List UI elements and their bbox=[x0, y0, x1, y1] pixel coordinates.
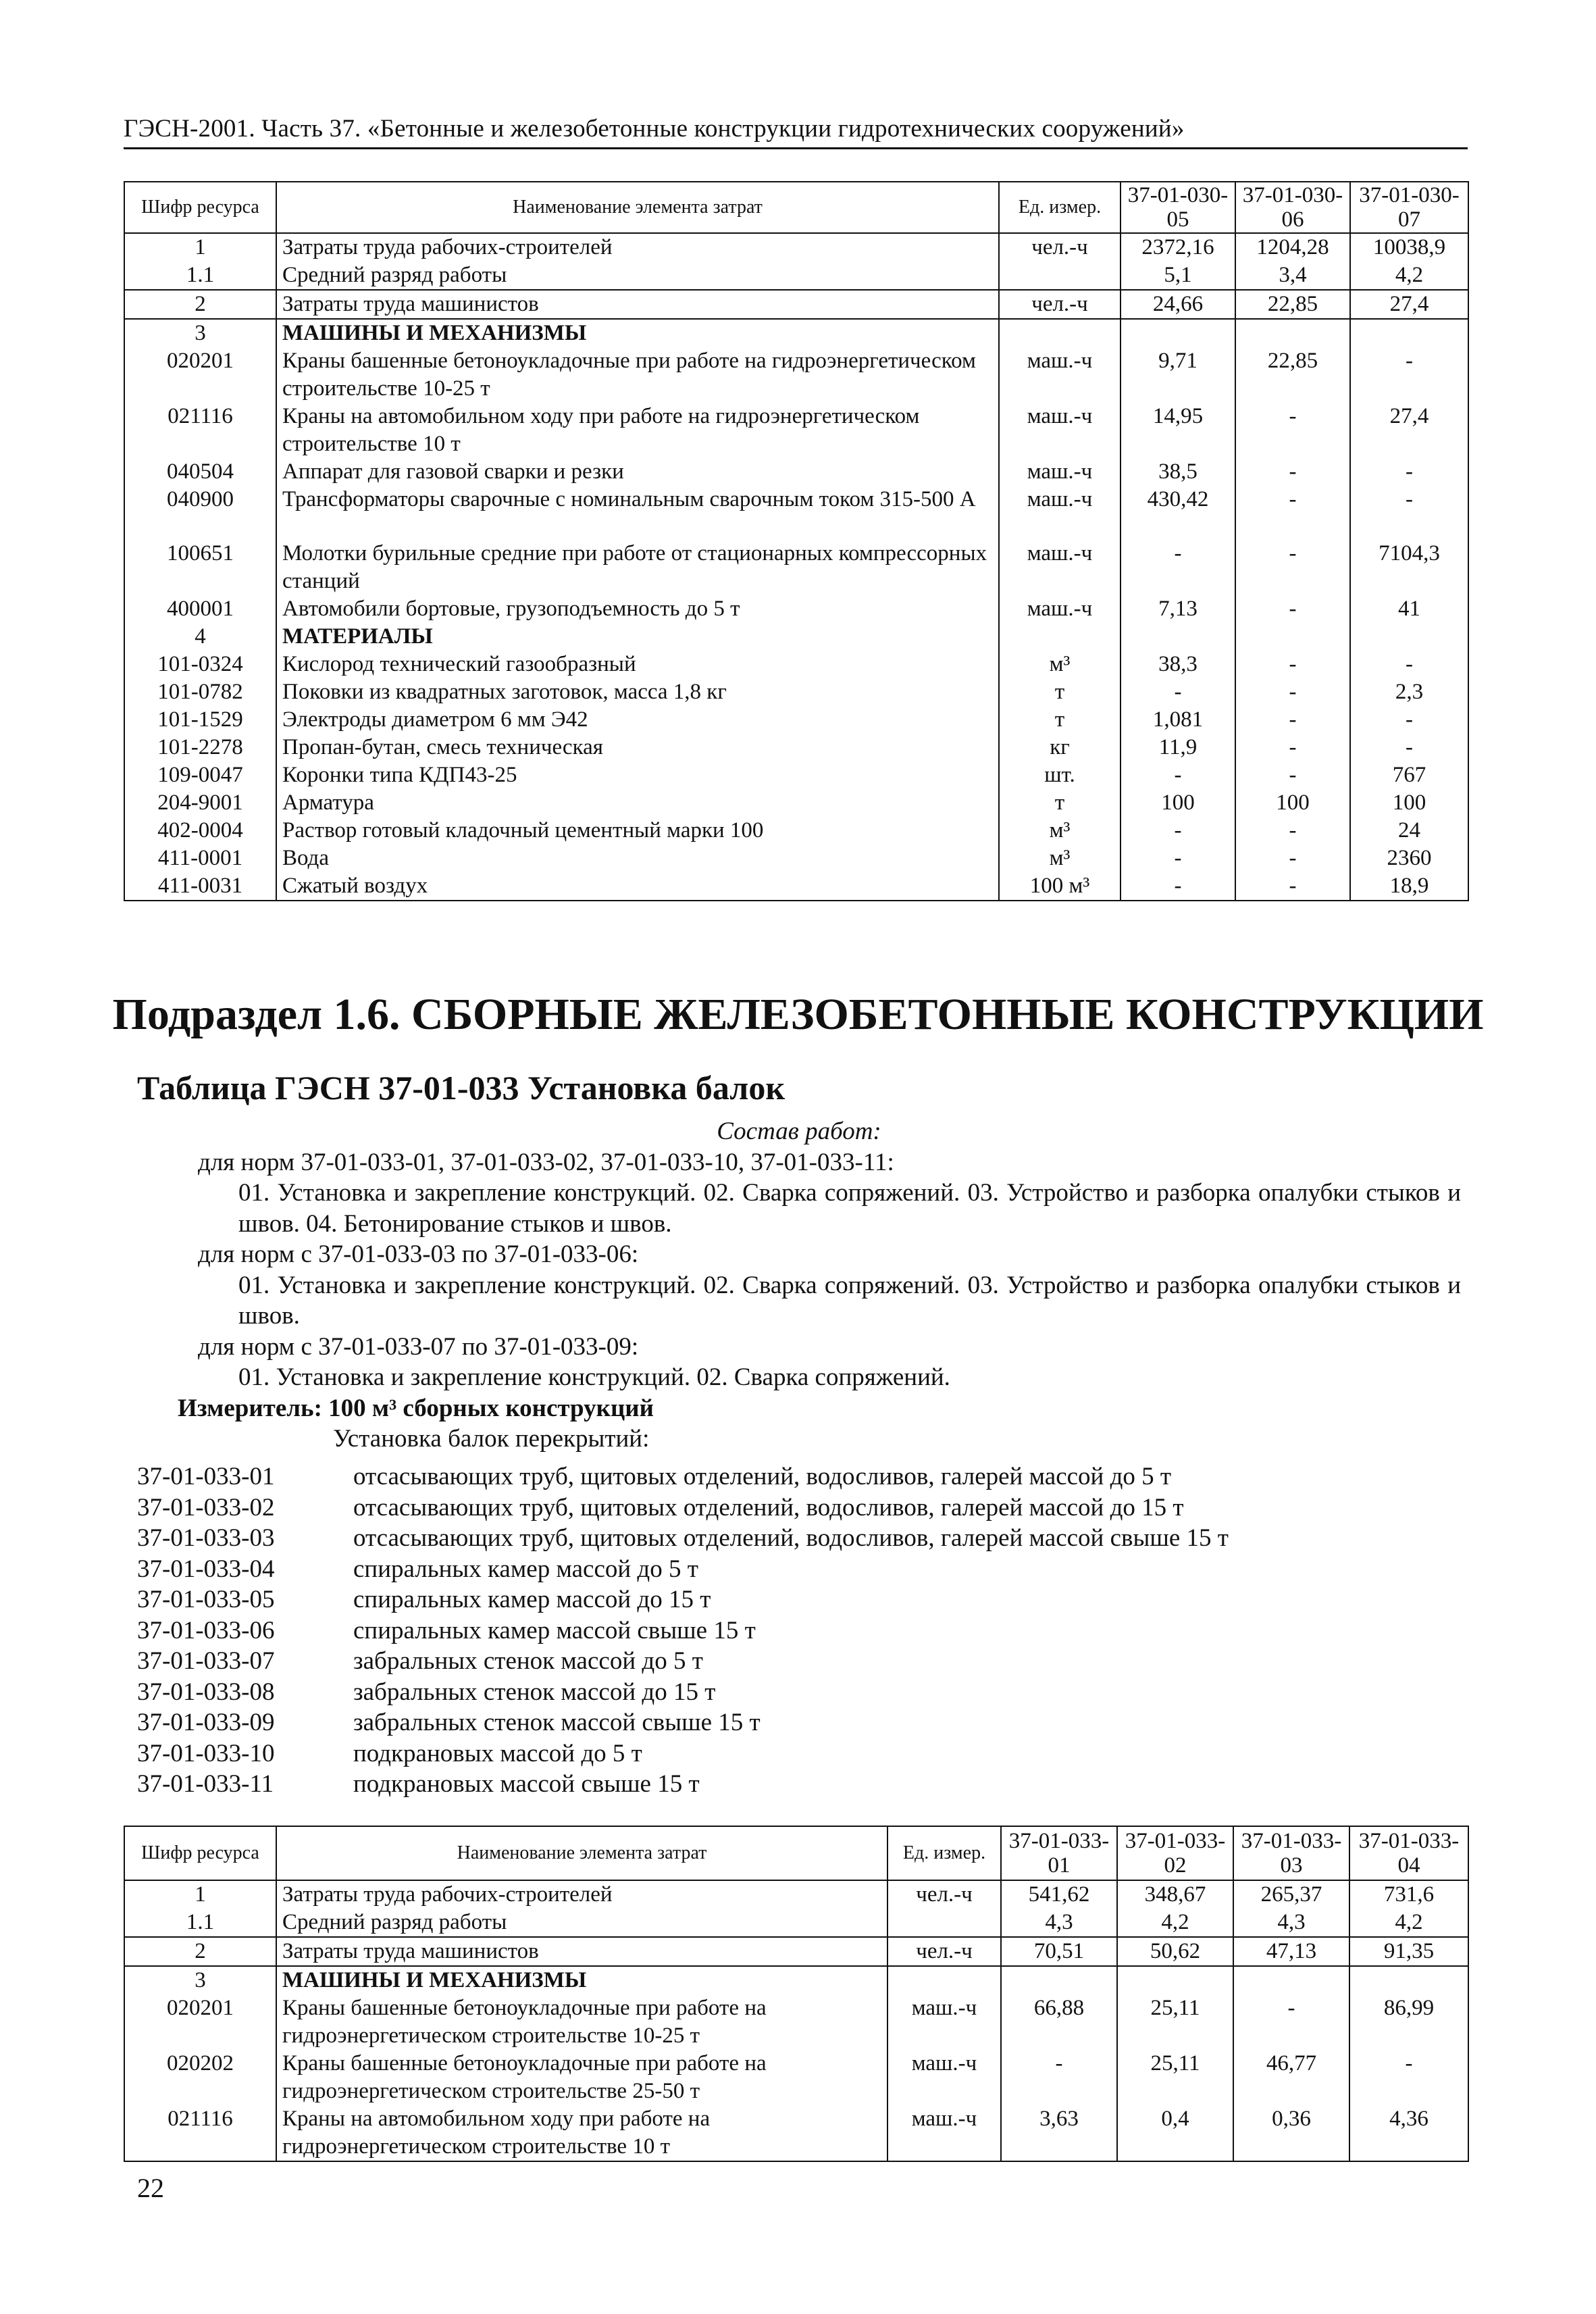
table-row bbox=[124, 1994, 1468, 2050]
value-cell: - bbox=[1121, 845, 1235, 872]
element-name-cell: Вода bbox=[276, 845, 999, 872]
value-cell: 5,1 bbox=[1121, 261, 1235, 290]
element-name-cell: Краны башенные бетоноукладочные при работе на гидроэнергетическом строительстве 10-25 т bbox=[276, 347, 999, 403]
unit-cell: маш.-ч bbox=[999, 347, 1121, 403]
norm-description: забральных стенок массой свыше 15 т bbox=[353, 1709, 761, 1736]
value-cell: 731,6 bbox=[1349, 1880, 1468, 1909]
value-cell: 541,62 bbox=[1001, 1880, 1117, 1909]
norm-code: 37-01-033-01 bbox=[137, 1463, 275, 1490]
value-cell: 86,99 bbox=[1349, 1994, 1468, 2050]
unit-cell bbox=[999, 623, 1121, 651]
unit-cell: чел.-ч bbox=[999, 233, 1121, 261]
resource-code-cell: 402-0004 bbox=[124, 817, 276, 845]
value-cell bbox=[1117, 1966, 1233, 1994]
value-cell: - bbox=[1121, 761, 1235, 789]
resource-code-cell: 2 bbox=[124, 290, 276, 319]
norm-description: спиральных камер массой до 5 т bbox=[353, 1555, 698, 1583]
resource-code-cell: 1 bbox=[124, 1880, 276, 1909]
resource-code-cell: 3 bbox=[124, 1966, 276, 1994]
work-operations: 01. Установка и закрепление конструкций. 02. Сварка сопряжений. bbox=[238, 1363, 950, 1391]
table-row bbox=[124, 458, 1468, 486]
value-cell: 18,9 bbox=[1350, 872, 1468, 901]
norm-description: спиральных камер массой свыше 15 т bbox=[353, 1616, 756, 1644]
value-cell bbox=[1121, 623, 1235, 651]
norm-item bbox=[137, 1677, 1461, 1708]
value-cell: 41 bbox=[1350, 595, 1468, 623]
table-row bbox=[124, 540, 1468, 595]
value-cell: 2,3 bbox=[1350, 678, 1468, 706]
element-name-cell: Краны башенные бетоноукладочные при работе на гидроэнергетическом строительстве 10-25 т bbox=[276, 1994, 887, 2050]
header-norm-030-07: 37-01-030-07 bbox=[1350, 182, 1468, 233]
value-cell: 47,13 bbox=[1233, 1937, 1349, 1966]
norm-item bbox=[137, 1615, 1461, 1646]
element-name-cell: Кислород технический газообразный bbox=[276, 651, 999, 678]
element-name-cell: Средний разряд работы bbox=[276, 1909, 887, 1937]
element-name-cell: Пропан-бутан, смесь техническая bbox=[276, 734, 999, 761]
unit-cell: чел.-ч bbox=[999, 290, 1121, 319]
element-name-cell: Затраты труда рабочих-строителей bbox=[276, 1880, 887, 1909]
resource-code-cell: 100651 bbox=[124, 540, 276, 595]
norm-code: 37-01-033-05 bbox=[137, 1586, 275, 1613]
resource-code-cell: 101-2278 bbox=[124, 734, 276, 761]
table-row bbox=[124, 319, 1468, 347]
resource-code-cell: 411-0001 bbox=[124, 845, 276, 872]
value-cell: 7104,3 bbox=[1350, 540, 1468, 595]
norm-group-line: для норм 37-01-033-01, 37-01-033-02, 37-01-033-10, 37-01-033-11: bbox=[198, 1148, 894, 1176]
value-cell: 4,3 bbox=[1001, 1909, 1117, 1937]
value-cell: 100 bbox=[1121, 789, 1235, 817]
value-cell: 14,95 bbox=[1121, 403, 1235, 458]
element-name-cell: Трансформаторы сварочные с номинальным сварочным током 315-500 А bbox=[276, 486, 999, 540]
value-cell: 4,2 bbox=[1117, 1909, 1233, 1937]
value-cell: 1204,28 bbox=[1235, 233, 1350, 261]
table-row bbox=[124, 2050, 1468, 2105]
unit-cell: кг bbox=[999, 734, 1121, 761]
resource-code-cell: 204-9001 bbox=[124, 789, 276, 817]
value-cell: 1,081 bbox=[1121, 706, 1235, 734]
header-norm-030-05: 37-01-030-05 bbox=[1121, 182, 1235, 233]
table-title: Таблица ГЭСН 37-01-033 Установка балок bbox=[137, 1069, 786, 1107]
value-cell: 4,2 bbox=[1349, 1909, 1468, 1937]
value-cell: - bbox=[1350, 458, 1468, 486]
value-cell: - bbox=[1235, 540, 1350, 595]
resource-table-030 bbox=[124, 181, 1469, 901]
norm-description: подкрановых массой до 5 т bbox=[353, 1739, 642, 1767]
table-row bbox=[124, 347, 1468, 403]
header-norm-033-03: 37-01-033-03 bbox=[1233, 1826, 1349, 1880]
value-cell: 50,62 bbox=[1117, 1937, 1233, 1966]
table-row bbox=[124, 845, 1468, 872]
unit-cell: 100 м³ bbox=[999, 872, 1121, 901]
unit-cell: т bbox=[999, 789, 1121, 817]
resource-table-033 bbox=[124, 1826, 1469, 2162]
norm-group-line: для норм с 37-01-033-07 по 37-01-033-09: bbox=[198, 1332, 639, 1361]
value-cell: - bbox=[1235, 706, 1350, 734]
norm-description: спиральных камер массой до 15 т bbox=[353, 1586, 711, 1613]
table-row bbox=[124, 1937, 1468, 1966]
resource-code-cell: 109-0047 bbox=[124, 761, 276, 789]
header-resource-code: Шифр ресурса bbox=[124, 1826, 276, 1880]
value-cell: 430,42 bbox=[1121, 486, 1235, 540]
installation-title: Установка балок перекрытий: bbox=[333, 1425, 650, 1453]
unit-cell bbox=[887, 1909, 1001, 1937]
table-row bbox=[124, 623, 1468, 651]
resource-code-cell: 400001 bbox=[124, 595, 276, 623]
value-cell: - bbox=[1349, 2050, 1468, 2105]
header-norm-033-01: 37-01-033-01 bbox=[1001, 1826, 1117, 1880]
section-heading: Подраздел 1.6. СБОРНЫЕ ЖЕЛЕЗОБЕТОННЫЕ КОНСТРУКЦИИ bbox=[112, 990, 1484, 1039]
work-operations: 01. Установка и закрепление конструкций. 02. Сварка сопряжений. 03. Устройство и разборка опалубки стыков и швов. bbox=[238, 1271, 1461, 1330]
value-cell: 22,85 bbox=[1235, 290, 1350, 319]
element-name-cell: Автомобили бортовые, грузоподъемность до 5 т bbox=[276, 595, 999, 623]
norm-description: отсасывающих труб, щитовых отделений, водосливов, галерей массой до 15 т bbox=[353, 1493, 1184, 1521]
norm-code: 37-01-033-03 bbox=[137, 1524, 275, 1552]
resource-code-cell: 3 bbox=[124, 319, 276, 347]
value-cell: 46,77 bbox=[1233, 2050, 1349, 2105]
value-cell: - bbox=[1235, 651, 1350, 678]
resource-code-cell: 020201 bbox=[124, 1994, 276, 2050]
work-operations: 01. Установка и закрепление конструкций. 02. Сварка сопряжений. 03. Устройство и разборка опалубки стыков и швов. 04. Бетонирование стыков и швов. bbox=[238, 1179, 1461, 1238]
table-row bbox=[124, 233, 1468, 261]
value-cell bbox=[1350, 623, 1468, 651]
unit-cell: маш.-ч bbox=[999, 595, 1121, 623]
value-cell bbox=[1350, 319, 1468, 347]
norm-item bbox=[137, 1769, 1461, 1800]
norm-item bbox=[137, 1646, 1461, 1677]
value-cell bbox=[1233, 1966, 1349, 1994]
value-cell: - bbox=[1121, 678, 1235, 706]
element-name-cell: Раствор готовый кладочный цементный марки 100 bbox=[276, 817, 999, 845]
resource-code-cell: 101-0782 bbox=[124, 678, 276, 706]
unit-cell: маш.-ч bbox=[999, 486, 1121, 540]
norm-code: 37-01-033-06 bbox=[137, 1616, 275, 1644]
value-cell bbox=[1121, 319, 1235, 347]
element-name-cell: Краны на автомобильном ходу при работе на гидроэнергетическом строительстве 10 т bbox=[276, 2105, 887, 2161]
norm-code: 37-01-033-10 bbox=[137, 1739, 275, 1767]
norm-item bbox=[137, 1707, 1461, 1738]
unit-cell bbox=[887, 1966, 1001, 1994]
norm-item bbox=[137, 1584, 1461, 1615]
norm-code: 37-01-033-04 bbox=[137, 1555, 275, 1583]
value-cell: 0,4 bbox=[1117, 2105, 1233, 2161]
value-cell: - bbox=[1121, 540, 1235, 595]
value-cell: 0,36 bbox=[1233, 2105, 1349, 2161]
measure-unit: Измеритель: 100 м³ сборных конструкций bbox=[178, 1394, 654, 1422]
element-name-cell: МАШИНЫ И МЕХАНИЗМЫ bbox=[276, 319, 999, 347]
value-cell: - bbox=[1235, 595, 1350, 623]
value-cell bbox=[1235, 623, 1350, 651]
norm-code: 37-01-033-07 bbox=[137, 1647, 275, 1675]
header-element-name: Наименование элемента затрат bbox=[276, 182, 999, 233]
value-cell: 100 bbox=[1350, 789, 1468, 817]
header-norm-030-06: 37-01-030-06 bbox=[1235, 182, 1350, 233]
header-element-name: Наименование элемента затрат bbox=[276, 1826, 887, 1880]
value-cell: 4,3 bbox=[1233, 1909, 1349, 1937]
table-row bbox=[124, 817, 1468, 845]
header-unit: Ед. измер. bbox=[887, 1826, 1001, 1880]
unit-cell: маш.-ч bbox=[999, 540, 1121, 595]
value-cell: - bbox=[1235, 458, 1350, 486]
norm-description: забральных стенок массой до 5 т bbox=[353, 1647, 703, 1675]
value-cell: 265,37 bbox=[1233, 1880, 1349, 1909]
header-resource-code: Шифр ресурса bbox=[124, 182, 276, 233]
norm-description: забральных стенок массой до 15 т bbox=[353, 1678, 716, 1706]
value-cell: 27,4 bbox=[1350, 403, 1468, 458]
unit-cell: чел.-ч bbox=[887, 1937, 1001, 1966]
table-row bbox=[124, 486, 1468, 540]
unit-cell bbox=[999, 319, 1121, 347]
resource-code-cell: 021116 bbox=[124, 403, 276, 458]
value-cell: 11,9 bbox=[1121, 734, 1235, 761]
resource-code-cell: 040900 bbox=[124, 486, 276, 540]
table-row bbox=[124, 789, 1468, 817]
header-unit: Ед. измер. bbox=[999, 182, 1121, 233]
unit-cell: м³ bbox=[999, 651, 1121, 678]
value-cell: - bbox=[1121, 872, 1235, 901]
table-row bbox=[124, 261, 1468, 290]
value-cell bbox=[1349, 1966, 1468, 1994]
page-number: 22 bbox=[137, 2173, 164, 2203]
value-cell: - bbox=[1235, 678, 1350, 706]
resource-code-cell: 2 bbox=[124, 1937, 276, 1966]
norm-code: 37-01-033-11 bbox=[137, 1770, 274, 1798]
value-cell: 4,2 bbox=[1350, 261, 1468, 290]
table-row bbox=[124, 651, 1468, 678]
value-cell: 2360 bbox=[1350, 845, 1468, 872]
table-row bbox=[124, 403, 1468, 458]
work-composition-title: Состав работ: bbox=[717, 1117, 881, 1145]
value-cell: 3,63 bbox=[1001, 2105, 1117, 2161]
element-name-cell: Молотки бурильные средние при работе от стационарных компрессорных станций bbox=[276, 540, 999, 595]
norm-list bbox=[137, 1461, 1461, 1800]
unit-cell: чел.-ч bbox=[887, 1880, 1001, 1909]
norm-item bbox=[137, 1461, 1461, 1492]
element-name-cell: МАШИНЫ И МЕХАНИЗМЫ bbox=[276, 1966, 887, 1994]
table-row bbox=[124, 872, 1468, 901]
resource-code-cell: 020201 bbox=[124, 347, 276, 403]
value-cell: 22,85 bbox=[1235, 347, 1350, 403]
resource-code-cell: 1.1 bbox=[124, 261, 276, 290]
element-name-cell: Сжатый воздух bbox=[276, 872, 999, 901]
norm-group-line: для норм с 37-01-033-03 по 37-01-033-06: bbox=[198, 1240, 639, 1268]
element-name-cell: Средний разряд работы bbox=[276, 261, 999, 290]
resource-code-cell: 101-1529 bbox=[124, 706, 276, 734]
running-header: ГЭСН-2001. Часть 37. «Бетонные и железобетонные конструкции гидротехнических сооружений» bbox=[124, 114, 1468, 149]
element-name-cell: Затраты труда машинистов bbox=[276, 290, 999, 319]
value-cell: - bbox=[1235, 761, 1350, 789]
value-cell: - bbox=[1233, 1994, 1349, 2050]
resource-code-cell: 040504 bbox=[124, 458, 276, 486]
norm-description: отсасывающих труб, щитовых отделений, водосливов, галерей массой до 5 т bbox=[353, 1463, 1172, 1490]
element-name-cell: Затраты труда машинистов bbox=[276, 1937, 887, 1966]
value-cell: - bbox=[1235, 845, 1350, 872]
element-name-cell: МАТЕРИАЛЫ bbox=[276, 623, 999, 651]
value-cell: 70,51 bbox=[1001, 1937, 1117, 1966]
value-cell: 27,4 bbox=[1350, 290, 1468, 319]
norm-code: 37-01-033-09 bbox=[137, 1709, 275, 1736]
value-cell bbox=[1235, 319, 1350, 347]
value-cell: - bbox=[1235, 872, 1350, 901]
table-row bbox=[124, 761, 1468, 789]
value-cell: - bbox=[1001, 2050, 1117, 2105]
value-cell: 10038,9 bbox=[1350, 233, 1468, 261]
value-cell: 25,11 bbox=[1117, 2050, 1233, 2105]
value-cell: - bbox=[1235, 734, 1350, 761]
norm-item bbox=[137, 1523, 1461, 1554]
value-cell: - bbox=[1235, 403, 1350, 458]
norm-item bbox=[137, 1492, 1461, 1524]
value-cell: - bbox=[1350, 347, 1468, 403]
norm-description: подкрановых массой свыше 15 т bbox=[353, 1770, 700, 1798]
value-cell: - bbox=[1350, 651, 1468, 678]
unit-cell: м³ bbox=[999, 817, 1121, 845]
table-row bbox=[124, 2105, 1468, 2161]
element-name-cell: Краны на автомобильном ходу при работе на гидроэнергетическом строительстве 10 т bbox=[276, 403, 999, 458]
resource-code-cell: 4 bbox=[124, 623, 276, 651]
value-cell: 100 bbox=[1235, 789, 1350, 817]
value-cell: 66,88 bbox=[1001, 1994, 1117, 2050]
value-cell: 24,66 bbox=[1121, 290, 1235, 319]
value-cell: - bbox=[1235, 817, 1350, 845]
table-row bbox=[124, 290, 1468, 319]
unit-cell: маш.-ч bbox=[887, 1994, 1001, 2050]
norm-code: 37-01-033-08 bbox=[137, 1678, 275, 1706]
unit-cell: маш.-ч bbox=[999, 458, 1121, 486]
element-name-cell: Арматура bbox=[276, 789, 999, 817]
value-cell: - bbox=[1350, 734, 1468, 761]
table-row bbox=[124, 1880, 1468, 1909]
unit-cell: т bbox=[999, 678, 1121, 706]
value-cell: 9,71 bbox=[1121, 347, 1235, 403]
value-cell: 25,11 bbox=[1117, 1994, 1233, 2050]
norm-item bbox=[137, 1738, 1461, 1769]
unit-cell: маш.-ч bbox=[887, 2105, 1001, 2161]
resource-code-cell: 020202 bbox=[124, 2050, 276, 2105]
value-cell: 4,36 bbox=[1349, 2105, 1468, 2161]
value-cell: 38,5 bbox=[1121, 458, 1235, 486]
unit-cell: т bbox=[999, 706, 1121, 734]
work-composition bbox=[137, 1116, 1461, 1455]
table-row bbox=[124, 595, 1468, 623]
value-cell: 348,67 bbox=[1117, 1880, 1233, 1909]
element-name-cell: Аппарат для газовой сварки и резки bbox=[276, 458, 999, 486]
resource-code-cell: 101-0324 bbox=[124, 651, 276, 678]
element-name-cell: Затраты труда рабочих-строителей bbox=[276, 233, 999, 261]
unit-cell: маш.-ч bbox=[999, 403, 1121, 458]
value-cell: 767 bbox=[1350, 761, 1468, 789]
value-cell: 3,4 bbox=[1235, 261, 1350, 290]
value-cell: 24 bbox=[1350, 817, 1468, 845]
table-row bbox=[124, 1909, 1468, 1937]
unit-cell: маш.-ч bbox=[887, 2050, 1001, 2105]
norm-description: отсасывающих труб, щитовых отделений, водосливов, галерей массой свыше 15 т bbox=[353, 1524, 1229, 1552]
value-cell: - bbox=[1235, 486, 1350, 540]
norm-code: 37-01-033-02 bbox=[137, 1493, 275, 1521]
norm-item bbox=[137, 1554, 1461, 1585]
resource-code-cell: 1.1 bbox=[124, 1909, 276, 1937]
table-row bbox=[124, 706, 1468, 734]
value-cell: 2372,16 bbox=[1121, 233, 1235, 261]
table-row bbox=[124, 734, 1468, 761]
element-name-cell: Краны башенные бетоноукладочные при работе на гидроэнергетическом строительстве 25-50 т bbox=[276, 2050, 887, 2105]
header-norm-033-02: 37-01-033-02 bbox=[1117, 1826, 1233, 1880]
table-row bbox=[124, 1966, 1468, 1994]
unit-cell: шт. bbox=[999, 761, 1121, 789]
element-name-cell: Коронки типа КДП43-25 bbox=[276, 761, 999, 789]
resource-code-cell: 021116 bbox=[124, 2105, 276, 2161]
resource-code-cell: 411-0031 bbox=[124, 872, 276, 901]
unit-cell: м³ bbox=[999, 845, 1121, 872]
value-cell: 7,13 bbox=[1121, 595, 1235, 623]
value-cell: - bbox=[1350, 486, 1468, 540]
value-cell: - bbox=[1350, 706, 1468, 734]
value-cell: 38,3 bbox=[1121, 651, 1235, 678]
value-cell: - bbox=[1121, 817, 1235, 845]
value-cell: 91,35 bbox=[1349, 1937, 1468, 1966]
header-norm-033-04: 37-01-033-04 bbox=[1349, 1826, 1468, 1880]
unit-cell bbox=[999, 261, 1121, 290]
element-name-cell: Электроды диаметром 6 мм Э42 bbox=[276, 706, 999, 734]
table-row bbox=[124, 678, 1468, 706]
resource-code-cell: 1 bbox=[124, 233, 276, 261]
value-cell bbox=[1001, 1966, 1117, 1994]
element-name-cell: Поковки из квадратных заготовок, масса 1,8 кг bbox=[276, 678, 999, 706]
